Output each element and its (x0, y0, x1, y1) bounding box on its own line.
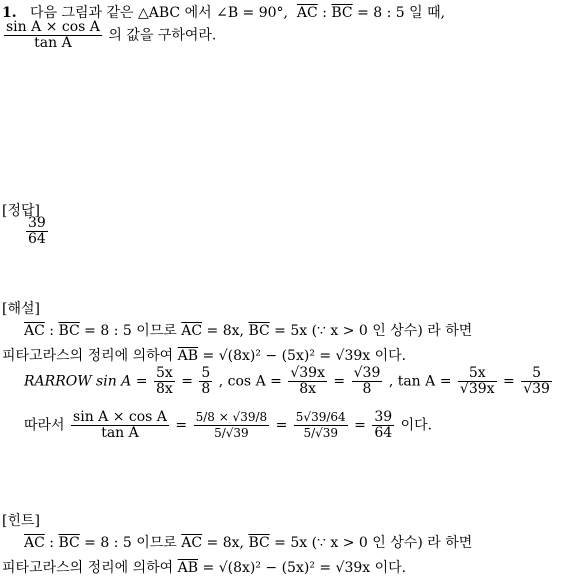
answer-label: [정답] (2, 203, 40, 219)
frac: 8x (299, 381, 317, 397)
frac: 5x (458, 366, 497, 382)
frac: √39x (290, 365, 325, 381)
cos-label: , cos A = (218, 373, 282, 390)
bc-value: = 5x (∵ x > 0 인 상수) 라 하면 (274, 323, 473, 339)
frac: 5 (521, 366, 552, 382)
seg-ac: $\overline{AC}$ (24, 323, 45, 339)
seg-ab: $\overline{AB}$ (177, 560, 199, 576)
ratio-tail: = 8 : 5 일 때, (357, 5, 446, 21)
frac: sin A × cos A (73, 409, 167, 425)
explanation-line-1 (24, 320, 472, 340)
frac: √39 (523, 381, 550, 397)
complex-frac-top: 5√39/64 (295, 410, 346, 424)
seg-bc: $\overline{BC}$ (58, 323, 80, 339)
frac: 64 (374, 425, 393, 441)
explanation-line-2 (2, 345, 406, 365)
frac: √39 (353, 365, 381, 381)
complex-frac-bottom: 5/√39 (214, 426, 249, 440)
pythagoras-text: 피타고라스의 정리에 의하여 (2, 348, 174, 364)
frac: 5 (201, 365, 211, 381)
answer-denominator: 64 (28, 231, 46, 247)
colon: : (49, 535, 54, 551)
ab-value: = √(8x)² − (5x)² = √39x 이다. (202, 560, 407, 576)
tan-label: , tan A = (388, 373, 452, 390)
sin-label: RARROW sin A = (24, 373, 148, 390)
frac: 8 (362, 381, 372, 397)
complex-frac-bottom: 5/√39 (303, 426, 339, 440)
hint-line-2 (2, 557, 406, 577)
end-text: 이다. (400, 417, 433, 434)
ratio-text: = 8 : 5 이므로 (84, 323, 177, 339)
seg-bc: $\overline{BC}$ (58, 535, 80, 551)
complex-frac-top: 5/8 × √39/8 (195, 410, 268, 424)
answer-numerator: 39 (28, 215, 46, 231)
ab-value: = √(8x)² − (5x)² = √39x 이다. (202, 348, 407, 364)
seg-ac-2: $\overline{AC}$ (181, 323, 203, 339)
frac: 5x (155, 365, 173, 381)
explanation-line-3: RARROW sin A = $\frac{5x}{8x}$ = $\frac{5}{8}$ , cos A = $\frac{√39x}{8x}$ = $\frac{√39}{8}$ , tan A = $\frac{5x}{√39x}$ = $\frac{5}{√39}$ (24, 365, 550, 397)
segment-ac: $\overline{AC}$ (296, 5, 318, 21)
answer-value (24, 216, 50, 247)
problem-text: 다음 그림과 같은 △ABC 에서 ∠B = 90°, (29, 5, 289, 21)
ac-value: = 8x, (206, 535, 244, 551)
seg-ab: $\overline{AB}$ (177, 348, 199, 364)
frac: 8 (201, 381, 211, 397)
pythagoras-text: 피타고라스의 정리에 의하여 (2, 560, 174, 576)
bc-value: = 5x (∵ x > 0 인 상수) 라 하면 (274, 535, 473, 551)
problem-ask: 의 값을 구하여라. (108, 27, 217, 44)
seg-ac-2: $\overline{AC}$ (181, 535, 203, 551)
problem-number: 1. (2, 5, 17, 21)
frac: √39x (459, 381, 495, 397)
ac-value: = 8x, (206, 323, 244, 339)
frac: 8x (155, 381, 173, 397)
frac: tan A (101, 425, 139, 441)
seg-ac: $\overline{AC}$ (24, 535, 45, 551)
ratio-sep: : (322, 5, 327, 21)
expr-numerator: sin A × cos A (6, 19, 100, 35)
explanation-label: [해설] (2, 301, 40, 317)
seg-bc-2: $\overline{BC}$ (248, 535, 270, 551)
frac: 39 (374, 409, 393, 425)
hint-line-1 (24, 532, 472, 552)
problem-expression (4, 20, 102, 51)
hint-label: [힌트] (2, 513, 40, 529)
eq: = (181, 373, 193, 390)
segment-bc: $\overline{BC}$ (331, 5, 353, 21)
therefore-text: 따라서 (24, 417, 65, 434)
ratio-text: = 8 : 5 이므로 (84, 535, 177, 551)
expr-denominator: tan A (34, 35, 72, 51)
explanation-line-4: 따라서 $\frac{\text{sin A × cos A}}{\text{tan A}}$ = $\frac{5/8 \times √39/8}{5/√39}$ = $\frac{5√39/64}{5/√39}$ = $\frac{39}{64}$ 이다. (24, 409, 433, 441)
problem-line-2 (2, 20, 216, 51)
seg-bc-2: $\overline{BC}$ (248, 323, 270, 339)
colon: : (49, 323, 54, 339)
